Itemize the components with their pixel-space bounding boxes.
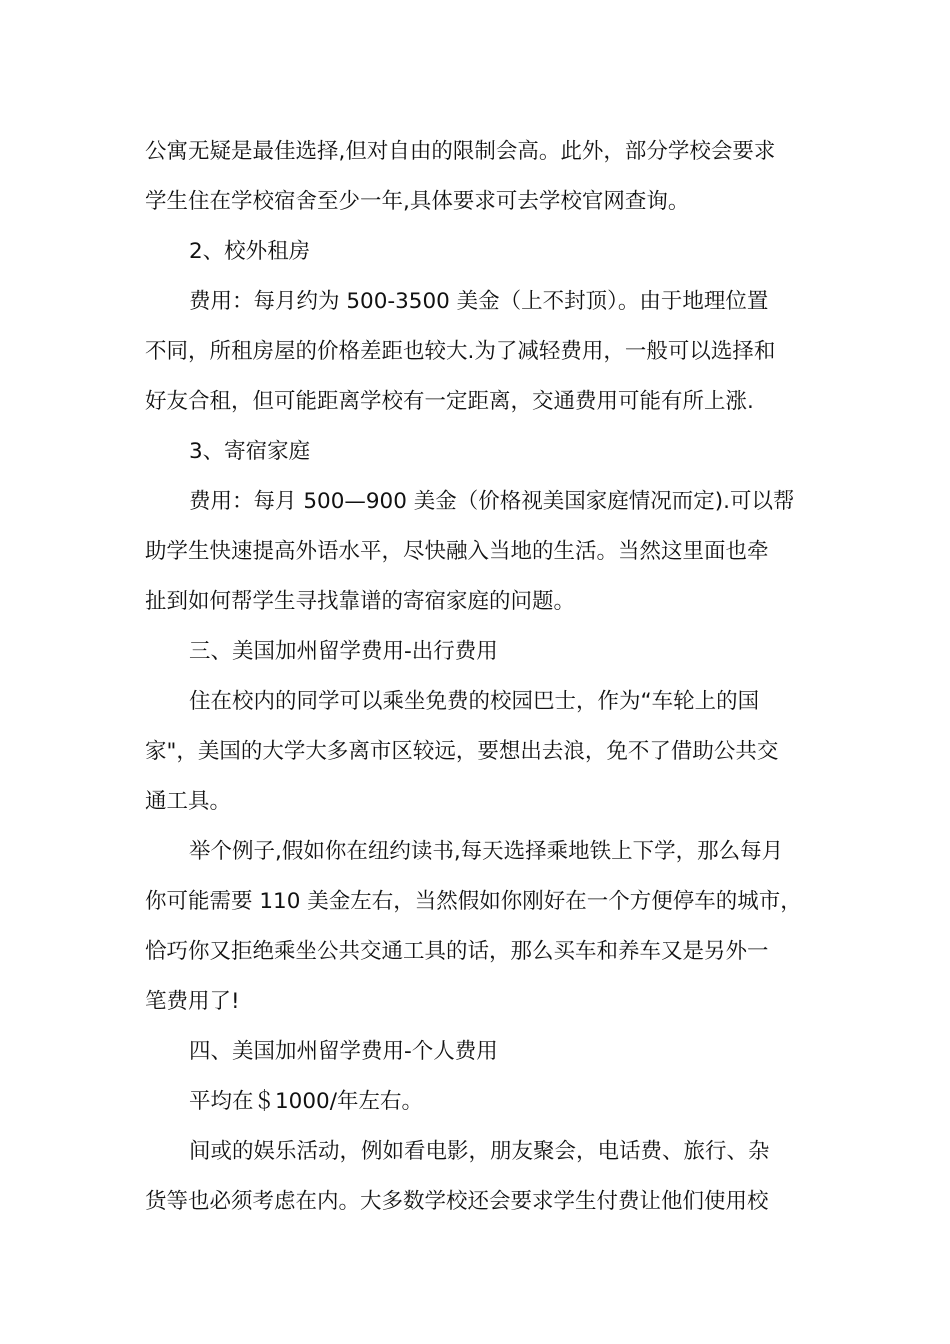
text-line: 间或的娱乐活动，例如看电影，朋友聚会，电话费、旅行、杂	[189, 1139, 770, 1164]
section-heading: 3、寄宿家庭	[189, 439, 311, 464]
text-line: 你可能需要 110 美金左右，当然假如你刚好在一个方便停车的城市，	[145, 889, 802, 914]
text-line: 通工具。	[145, 789, 232, 814]
text-line: 货等也必须考虑在内。大多数学校还会要求学生付费让他们使用校	[145, 1189, 769, 1214]
section-heading: 四、美国加州留学费用-个人费用	[189, 1039, 498, 1064]
document-body	[145, 127, 810, 1227]
text-line: 家"，美国的大学大多离市区较远，要想出去浪，免不了借助公共交	[145, 739, 779, 764]
text-line: 学生住在学校宿舍至少一年,具体要求可去学校官网查询。	[145, 189, 690, 214]
text-line: 好友合租，但可能距离学校有一定距离，交通费用可能有所上涨.	[145, 389, 754, 414]
section-heading: 2、校外租房	[189, 239, 311, 264]
text-line: 住在校内的同学可以乘坐免费的校园巴士，作为“车轮上的国	[189, 689, 760, 714]
text-line: 举个例子,假如你在纽约读书,每天选择乘地铁上下学，那么每月	[189, 839, 784, 864]
text-line: 笔费用了!	[145, 989, 240, 1014]
text-line: 公寓无疑是最佳选择,但对自由的限制会高。此外，部分学校会要求	[145, 139, 776, 164]
text-line: 平均在＄1000/年左右。	[189, 1089, 423, 1114]
text-line: 恰巧你又拒绝乘坐公共交通工具的话，那么买车和养车又是另外一	[145, 939, 769, 964]
text-line: 扯到如何帮学生寻找靠谱的寄宿家庭的问题。	[145, 589, 576, 614]
text-line: 助学生快速提高外语水平，尽快融入当地的生活。当然这里面也牵	[145, 539, 769, 564]
section-heading: 三、美国加州留学费用-出行费用	[189, 639, 498, 664]
text-line: 费用：每月约为 500-3500 美金（上不封顶）。由于地理位置	[189, 289, 769, 314]
text-line: 费用：每月 500—900 美金（价格视美国家庭情况而定).可以帮	[189, 489, 795, 514]
text-line: 不同，所租房屋的价格差距也较大.为了减轻费用，一般可以选择和	[145, 339, 776, 364]
